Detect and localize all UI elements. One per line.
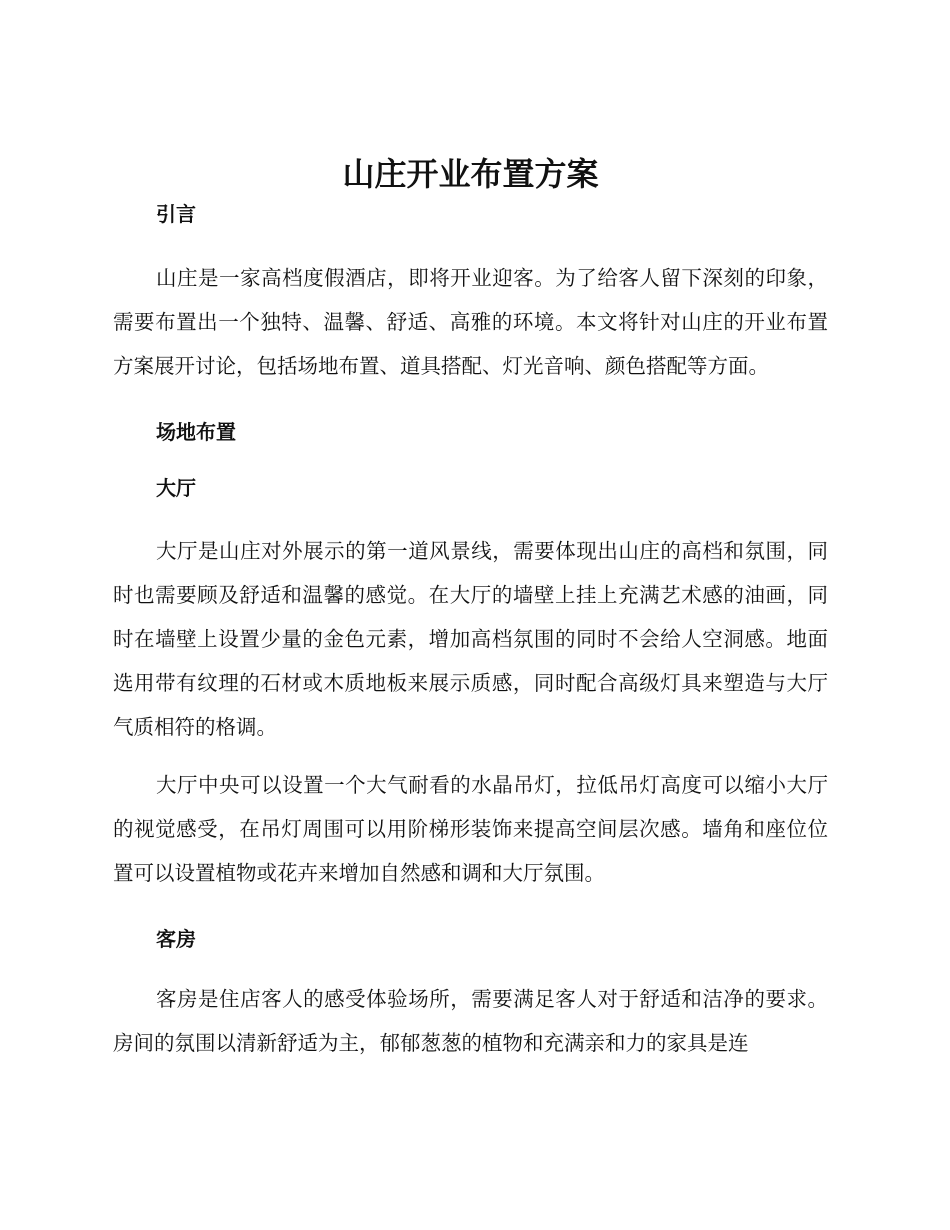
paragraph-lobby-2: 大厅中央可以设置一个大气耐看的水晶吊灯，拉低吊灯高度可以缩小大厅的视觉感受，在吊灯周围可以用阶梯形装饰来提高空间层次感。墙角和座位位置可以设置植物或花卉来增加自然感和调和大厅氛围。 — [113, 773, 828, 885]
section-heading-intro: 引言 — [156, 202, 196, 226]
section-heading-lobby: 大厅 — [156, 476, 196, 500]
paragraph-room-1: 客房是住店客人的感受体验场所，需要满足客人对于舒适和洁净的要求。房间的氛围以清新舒适为主，郁郁葱葱的植物和充满亲和力的家具是连 — [113, 987, 828, 1055]
section-heading-venue: 场地布置 — [156, 420, 236, 444]
section-heading-room: 客房 — [156, 927, 196, 951]
paragraph-intro: 山庄是一家高档度假酒店，即将开业迎客。为了给客人留下深刻的印象，需要布置出一个独特、温馨、舒适、高雅的环境。本文将针对山庄的开业布置方案展开讨论，包括场地布置、道具搭配、灯光音响、颜色搭配等方面。 — [113, 266, 828, 378]
paragraph-lobby-1: 大厅是山庄对外展示的第一道风景线，需要体现出山庄的高档和氛围，同时也需要顾及舒适和温馨的感觉。在大厅的墙壁上挂上充满艺术感的油画，同时在墙壁上设置少量的金色元素，增加高档氛围的同时不会给人空洞感。地面选用带有纹理的石材或木质地板来展示质感，同时配合高级灯具来塑造与大厅气质相符的格调。 — [113, 539, 828, 739]
document-title: 山庄开业布置方案 — [342, 155, 599, 193]
